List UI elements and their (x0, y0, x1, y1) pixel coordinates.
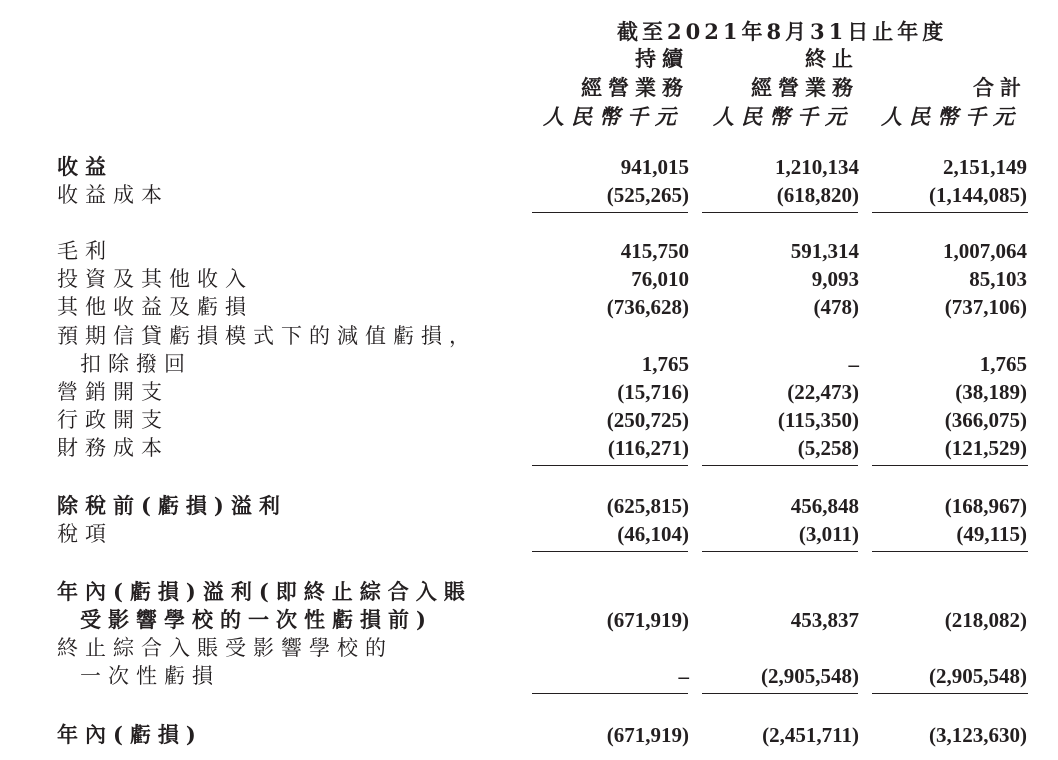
row-label: 財務成本 (57, 436, 169, 460)
row-gross-profit (0, 237, 1058, 265)
value-total: (168,967) (944, 494, 1027, 518)
value-discontinued: (3,011) (798, 522, 859, 546)
row-label: 稅項 (57, 522, 113, 546)
row-label: 投資及其他收入 (57, 267, 253, 291)
row-selling-expenses (0, 378, 1058, 406)
row-one-off-loss (0, 662, 1058, 690)
row-revenue (0, 153, 1058, 181)
subtotal-rule (532, 212, 688, 213)
subtotal-rule (702, 693, 858, 694)
row-other-gains-losses (0, 293, 1058, 321)
value-total: 1,765 (979, 352, 1027, 376)
value-total: (737,106) (944, 295, 1027, 319)
subtotal-rule (872, 551, 1028, 552)
subtotal-rule (702, 551, 858, 552)
value-continuing: 76,010 (631, 267, 689, 291)
subtotal-rule (532, 693, 688, 694)
period-heading: 截至2021年8月31日止年度 (617, 19, 948, 44)
row-loss-for-year (0, 721, 1058, 749)
subtotal-rule (872, 693, 1028, 694)
value-total: 85,103 (969, 267, 1027, 291)
value-discontinued: 453,837 (790, 608, 859, 632)
row-profit-before-tax (0, 492, 1058, 520)
value-total: (218,082) (944, 608, 1027, 632)
value-discontinued: – (848, 352, 859, 376)
row-profit-for-year-before-loss (0, 606, 1058, 634)
row-label: 其他收益及虧損 (57, 295, 253, 319)
row-label: 受影響學校的一次性虧損前) (80, 607, 433, 632)
col3-unit: 人民幣千元 (881, 104, 1021, 129)
row-label: 年內(虧損) (57, 722, 203, 747)
row-admin-expenses (0, 406, 1058, 434)
value-continuing: (625,815) (606, 494, 689, 518)
value-discontinued: (478) (813, 295, 859, 319)
col1-unit: 人民幣千元 (543, 104, 683, 129)
subtotal-rule (532, 465, 688, 466)
value-total: 2,151,149 (943, 155, 1027, 179)
value-total: 1,007,064 (943, 239, 1027, 263)
value-discontinued: 456,848 (790, 494, 859, 518)
col3-heading-line2: 合計 (973, 75, 1027, 100)
value-continuing: 941,015 (620, 155, 689, 179)
row-label: 扣除撥回 (80, 352, 192, 376)
value-discontinued: 1,210,134 (775, 155, 859, 179)
value-discontinued: (5,258) (797, 436, 859, 460)
value-continuing: – (678, 664, 689, 688)
value-total: (2,905,548) (929, 664, 1027, 688)
value-continuing: (671,919) (606, 608, 689, 632)
row-cost-of-revenue (0, 181, 1058, 209)
subtotal-rule (702, 212, 858, 213)
col2-heading-line2: 經營業務 (751, 75, 859, 100)
col2-heading-line1: 終止 (805, 46, 859, 71)
value-total: (49,115) (956, 522, 1027, 546)
row-label: 營銷開支 (57, 380, 169, 404)
row-impairment-net (0, 350, 1058, 378)
subtotal-rule (702, 465, 858, 466)
subtotal-rule (872, 212, 1028, 213)
value-continuing: (671,919) (606, 723, 689, 747)
value-continuing: 1,765 (641, 352, 689, 376)
row-finance-costs (0, 434, 1058, 462)
row-label: 收益 (57, 154, 113, 179)
row-label: 年內(虧損)溢利(即終止綜合入賬 (57, 579, 472, 604)
value-continuing: (525,265) (606, 183, 689, 207)
row-label: 除稅前(虧損)溢利 (57, 493, 287, 518)
subtotal-rule (532, 551, 688, 552)
value-continuing: (15,716) (617, 380, 689, 404)
row-impairment-heading (0, 322, 1058, 350)
col1-heading-line1: 持續 (635, 46, 689, 71)
row-label: 預期信貸虧損模式下的減值虧損， (57, 324, 477, 348)
value-discontinued: (115,350) (777, 408, 859, 432)
value-discontinued: (2,451,711) (762, 723, 859, 747)
value-discontinued: (2,905,548) (761, 664, 859, 688)
value-discontinued: 591,314 (790, 239, 859, 263)
row-taxation (0, 520, 1058, 548)
row-label: 毛利 (57, 239, 113, 263)
value-continuing: 415,750 (620, 239, 689, 263)
value-total: (3,123,630) (929, 723, 1027, 747)
row-profit-for-year-heading (0, 578, 1058, 606)
value-continuing: (250,725) (606, 408, 689, 432)
value-discontinued: 9,093 (811, 267, 859, 291)
row-label: 行政開支 (57, 408, 169, 432)
row-label: 終止綜合入賬受影響學校的 (57, 636, 393, 660)
col1-heading-line2: 經營業務 (581, 75, 689, 100)
value-total: (366,075) (944, 408, 1027, 432)
value-total: (38,189) (955, 380, 1027, 404)
value-continuing: (736,628) (606, 295, 689, 319)
value-total: (121,529) (944, 436, 1027, 460)
value-discontinued: (618,820) (776, 183, 859, 207)
value-continuing: (116,271) (607, 436, 689, 460)
row-one-off-loss-heading (0, 634, 1058, 662)
value-discontinued: (22,473) (787, 380, 859, 404)
row-label: 一次性虧損 (80, 664, 220, 688)
value-total: (1,144,085) (929, 183, 1027, 207)
row-investment-income (0, 265, 1058, 293)
subtotal-rule (872, 465, 1028, 466)
row-label: 收益成本 (57, 183, 169, 207)
col2-unit: 人民幣千元 (713, 104, 853, 129)
value-continuing: (46,104) (617, 522, 689, 546)
